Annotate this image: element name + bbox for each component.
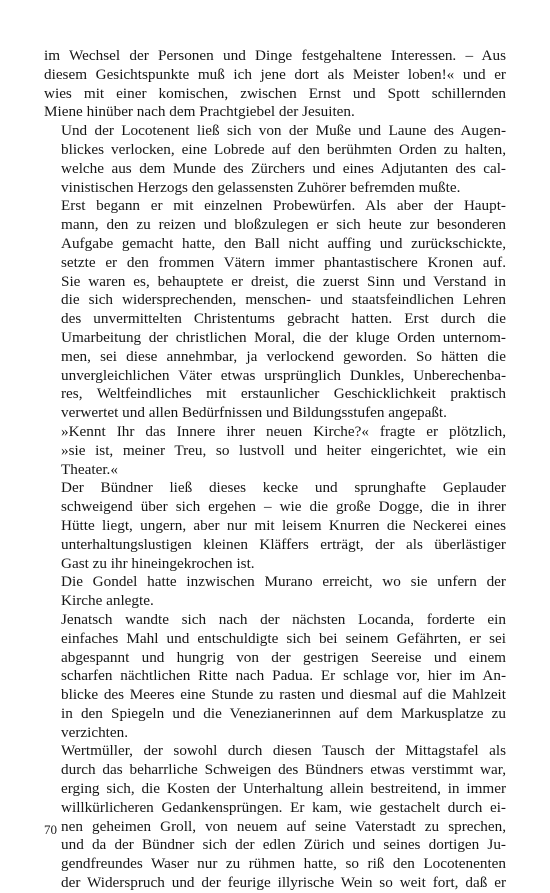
paragraph xyxy=(44,197,506,423)
text-line: abgespannt und hungrig von der gestrigen Seereise und einem xyxy=(61,648,506,666)
text-line: verwertet und allen Bedürfnissen und Bildungsstufen angepaßt. xyxy=(61,404,447,422)
paragraph xyxy=(44,122,506,197)
text-line: setzte er den frommen Vätern immer phantastischere Kronen auf. xyxy=(61,253,506,271)
text-line: schweigend über sich ergehen – wie die große Dogge, die in ihrer xyxy=(61,498,506,516)
text-line: durch das beharrliche Schweigen des Bündners etwas verstimmt war, xyxy=(61,761,506,779)
text-line: erging sich, die Kosten der Unterhaltung allein bestreitend, in immer xyxy=(61,780,506,798)
text-line: gendfreundes Waser nur zu rühmen hatte, so riß den Locotenenten xyxy=(61,855,506,873)
paragraph xyxy=(44,47,506,122)
text-line: Der Bündner ließ dieses kecke und sprunghafte Geplauder xyxy=(61,479,506,497)
text-line: nen geheimen Groll, von neuem auf seine Vaterstadt zu sprechen, xyxy=(61,817,506,835)
text-line: blicke des Meeres eine Stunde zu rasten und diesmal auf die Mahlzeit xyxy=(61,686,506,704)
text-line: einfaches Mahl und entschuldigte sich bei seinem Gefährten, er sei xyxy=(61,629,506,647)
text-line: der Widerspruch und der feurige illyrische Wein so weit fort, daß er xyxy=(61,874,506,892)
paragraph xyxy=(44,742,506,892)
text-line: in den Spiegeln und die Venezianerinnen auf dem Markusplatze zu xyxy=(61,704,506,722)
text-line: im Wechsel der Personen und Dinge festgehaltene Interessen. – Aus xyxy=(44,47,506,64)
text-line: und da der Bündner sich der edlen Zürich und seines dortigen Ju- xyxy=(61,836,506,854)
text-line: Sie waren es, behauptete er dreist, die zuerst Sinn und Verstand in xyxy=(61,272,506,290)
text-line: Jenatsch wandte sich nach der nächsten Locanda, forderte ein xyxy=(61,610,506,628)
text-line: des unvermittelten Christentums gebracht hatten. Erst durch die xyxy=(61,310,506,328)
text-line: vinistischen Herzogs den gelassensten Zuhörer befremden mußte. xyxy=(61,178,461,196)
page-number: 70 xyxy=(44,822,57,837)
text-line: verzichten. xyxy=(61,723,129,741)
text-line: Aufgabe gemacht hatte, den Ball nicht auffing und zurückschickte, xyxy=(61,234,506,252)
text-line: unterhaltungslustigen kleinen Kläffers erträgt, der als überlästiger xyxy=(61,535,506,553)
text-line: Theater.« xyxy=(61,460,118,478)
text-line: Miene hinüber nach dem Prachtgiebel der Jesuiten. xyxy=(44,103,355,121)
text-line: mann, den zu reizen und bloßzulegen er sich heute zur besonderen xyxy=(61,216,506,234)
book-page-text xyxy=(44,47,506,893)
paragraph xyxy=(44,479,506,573)
text-line: willkürlicheren Gedankensprüngen. Er kam, wie gestachelt durch ei- xyxy=(61,798,506,816)
text-line: scharfen nächtlichen Ritte nach Padua. Er schlage vor, hier im An- xyxy=(61,667,506,685)
text-line: welche aus dem Munde des Zürchers und eines Adjutanten des cal- xyxy=(61,159,506,177)
text-line: men, sei diese annehmbar, ja verlockend geworden. So hätten die xyxy=(61,347,506,365)
text-line: Wertmüller, der sowohl durch diesen Tausch der Mittagstafel als xyxy=(61,742,506,760)
text-line: res, Weltfeindliches mit erstaunlicher Geschicklichkeit praktisch xyxy=(61,385,506,403)
text-line: Erst begann er mit einzelnen Probewürfen. Als aber der Haupt- xyxy=(61,197,506,215)
text-line: Kirche anlegte. xyxy=(61,592,154,610)
text-line: die sich widersprechenden, menschen- und staatsfeindlichen Lehren xyxy=(61,291,506,309)
text-line: »sie ist, meiner Treu, so lustvoll und heiter eingerichtet, wie ein xyxy=(61,441,506,459)
text-line: Gast zu ihr hineingekrochen ist. xyxy=(61,554,255,572)
text-line: Und der Locotenent ließ sich von der Muße und Laune des Augen- xyxy=(61,122,506,140)
text-line: diesem Gesichtspunkte muß ich jene dort als Meister loben!« und er xyxy=(44,65,506,83)
paragraph xyxy=(44,573,506,611)
paragraph xyxy=(44,423,506,479)
text-line: Die Gondel hatte inzwischen Murano erreicht, wo sie unfern der xyxy=(61,573,506,591)
text-line: unvergleichlichen Väter etwas ursprünglich Dunkles, Unberechenba- xyxy=(61,366,506,384)
text-line: »Kennt Ihr das Innere ihrer neuen Kirche?« fragte er plötzlich, xyxy=(61,422,506,440)
text-line: Hütte liegt, ungern, aber nur mit leisem Knurren die Neckerei eines xyxy=(61,516,506,534)
paragraph xyxy=(44,611,506,743)
text-line: blickes verlocken, eine Lobrede auf den berühmten Orden zu halten, xyxy=(61,140,506,158)
text-line: wies mit einer komischen, zwischen Ernst und Spott schillernden xyxy=(44,84,506,102)
text-line: Umarbeitung der christlichen Moral, die der kluge Orden unternom- xyxy=(61,328,506,346)
